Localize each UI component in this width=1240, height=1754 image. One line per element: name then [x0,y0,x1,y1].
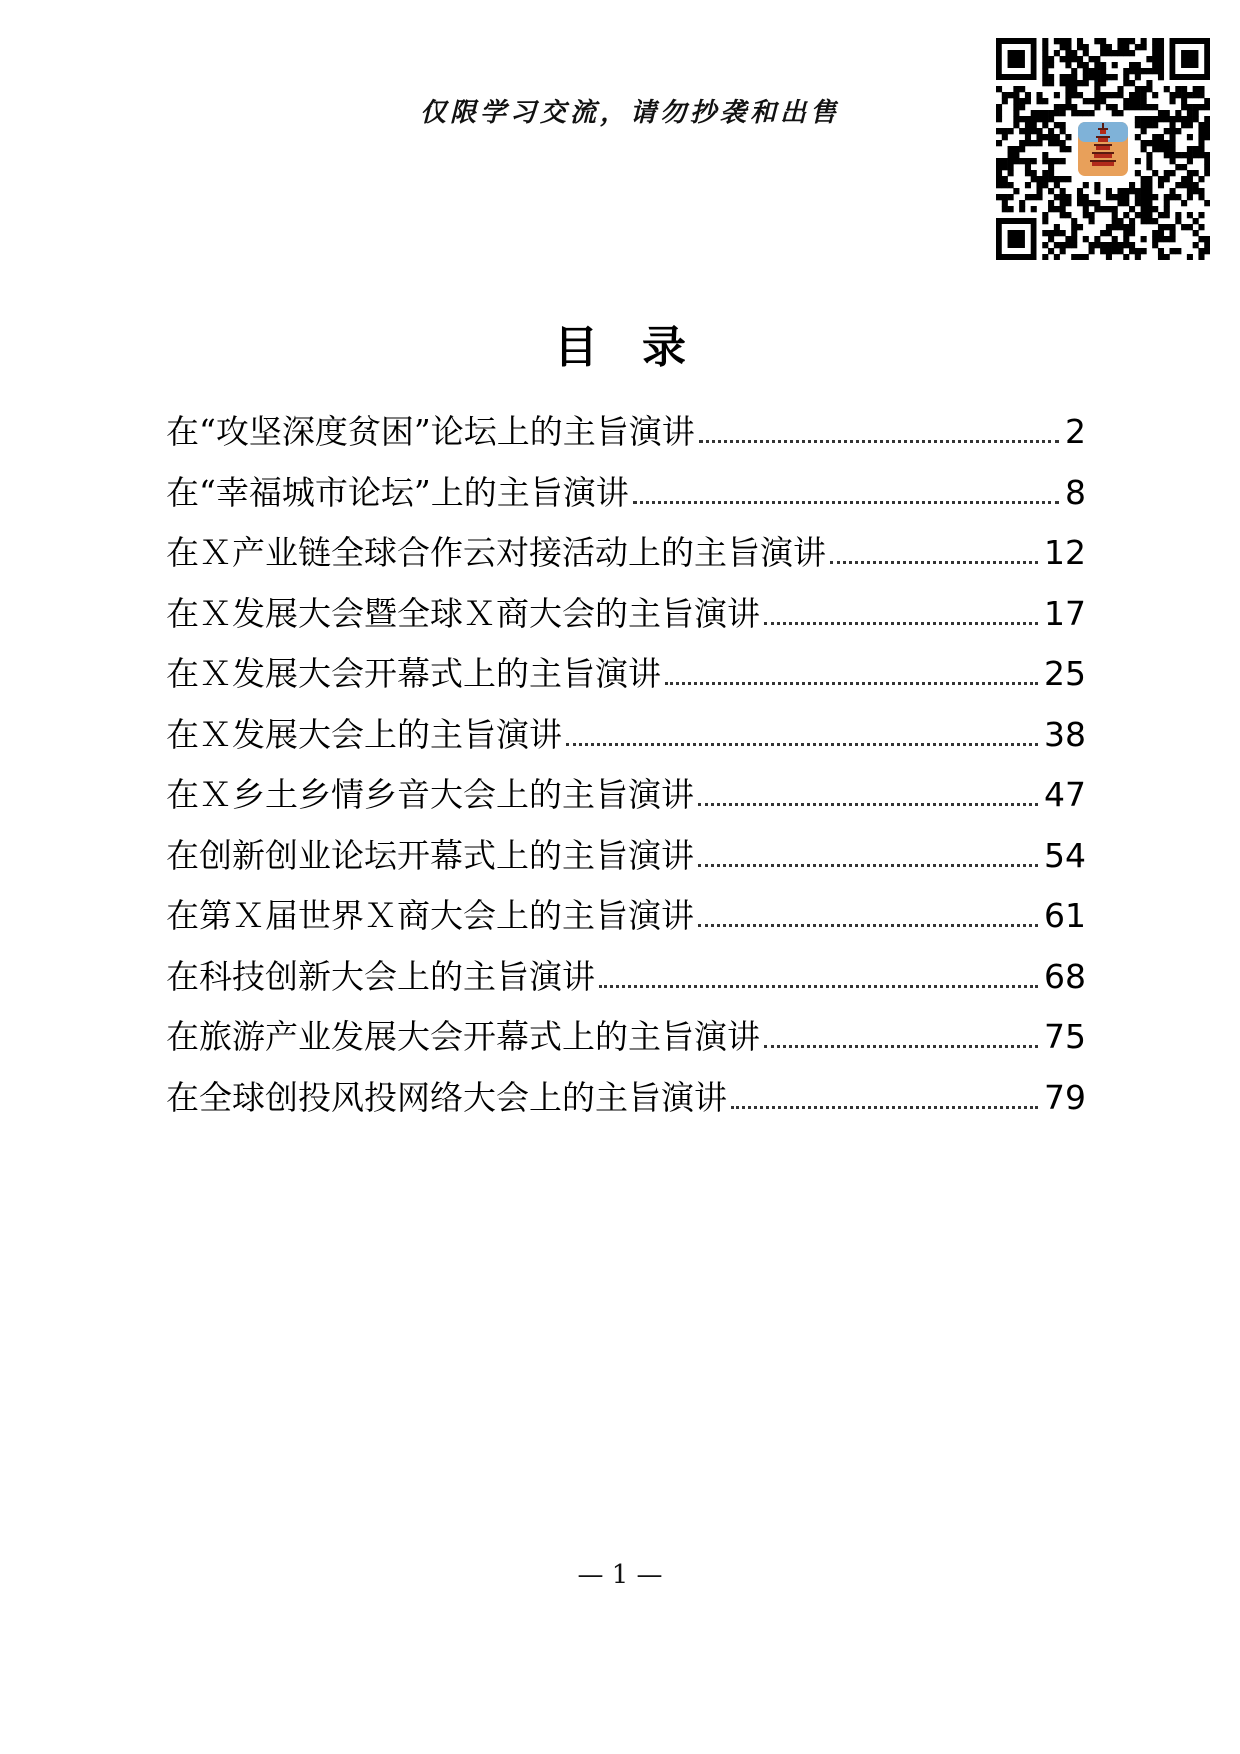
toc-entry-title: 在“攻坚深度贫困”论坛上的主旨演讲 [166,412,695,451]
toc-entry[interactable] [166,890,1086,951]
toc-entry-page-number: 54 [1044,835,1086,875]
toc-entry-page-number: 2 [1065,412,1086,451]
toc-entry-title: 在Ｘ发展大会开幕式上的主旨演讲 [166,654,661,693]
toc-dot-leader [698,802,1038,806]
toc-entry-page-number: 38 [1044,714,1086,754]
toc-entry-title: 在Ｘ乡土乡情乡音大会上的主旨演讲 [166,775,694,814]
toc-entry-page-number: 68 [1044,956,1086,996]
toc-entry-page-number: 61 [1044,896,1086,935]
toc-entry[interactable] [166,830,1086,891]
toc-entry[interactable] [166,648,1086,709]
toc-entry-page-number: 12 [1044,533,1086,572]
toc-entry-title: 在Ｘ发展大会暨全球Ｘ商大会的主旨演讲 [166,593,760,633]
qr-code [996,38,1210,260]
toc-entry[interactable] [166,1072,1086,1133]
toc-entry-title: 在Ｘ发展大会上的主旨演讲 [166,714,562,754]
toc-entry-title: 在旅游产业发展大会开幕式上的主旨演讲 [166,1017,760,1056]
toc-dot-leader [566,742,1038,746]
toc-dot-leader [699,439,1059,443]
toc-entry-title: 在第Ｘ届世界Ｘ商大会上的主旨演讲 [166,896,694,935]
toc-dot-leader [731,1105,1038,1109]
toc-entry-title: 在“幸福城市论坛”上的主旨演讲 [166,472,629,512]
toc-dot-leader [764,621,1038,625]
toc-entry[interactable] [166,769,1086,830]
toc-entry-page-number: 75 [1044,1017,1086,1056]
toc-entry[interactable] [166,1011,1086,1072]
toc-entry-page-number: 47 [1044,775,1086,814]
toc-dot-leader [698,863,1038,867]
toc-dot-leader [764,1044,1038,1048]
qr-code-icon [996,38,1210,260]
toc-dot-leader [665,681,1038,685]
toc-entry-page-number: 25 [1044,654,1086,693]
toc-entry-title: 在科技创新大会上的主旨演讲 [166,956,595,996]
toc-entry[interactable] [166,406,1086,467]
page-number: — 1 — [577,1560,663,1590]
toc-entry[interactable] [166,709,1086,770]
toc-dot-leader [599,984,1038,988]
toc-dot-leader [698,923,1038,927]
table-of-contents [166,406,1086,1132]
toc-entry[interactable] [166,951,1086,1012]
toc-dot-leader [633,500,1059,504]
toc-entry-title: 在创新创业论坛开幕式上的主旨演讲 [166,835,694,875]
toc-entry[interactable] [166,588,1086,649]
toc-entry-page-number: 17 [1044,593,1086,633]
toc-entry-page-number: 8 [1065,472,1086,512]
toc-entry-page-number: 79 [1044,1077,1086,1117]
toc-entry-title: 在全球创投风投网络大会上的主旨演讲 [166,1077,727,1117]
page-title: 目 录 [554,322,686,374]
toc-dot-leader [830,560,1038,564]
toc-entry-title: 在Ｘ产业链全球合作云对接活动上的主旨演讲 [166,533,826,572]
header-note: 仅限学习交流，请勿抄袭和出售 [420,98,841,128]
toc-entry[interactable] [166,467,1086,528]
toc-entry[interactable] [166,527,1086,588]
